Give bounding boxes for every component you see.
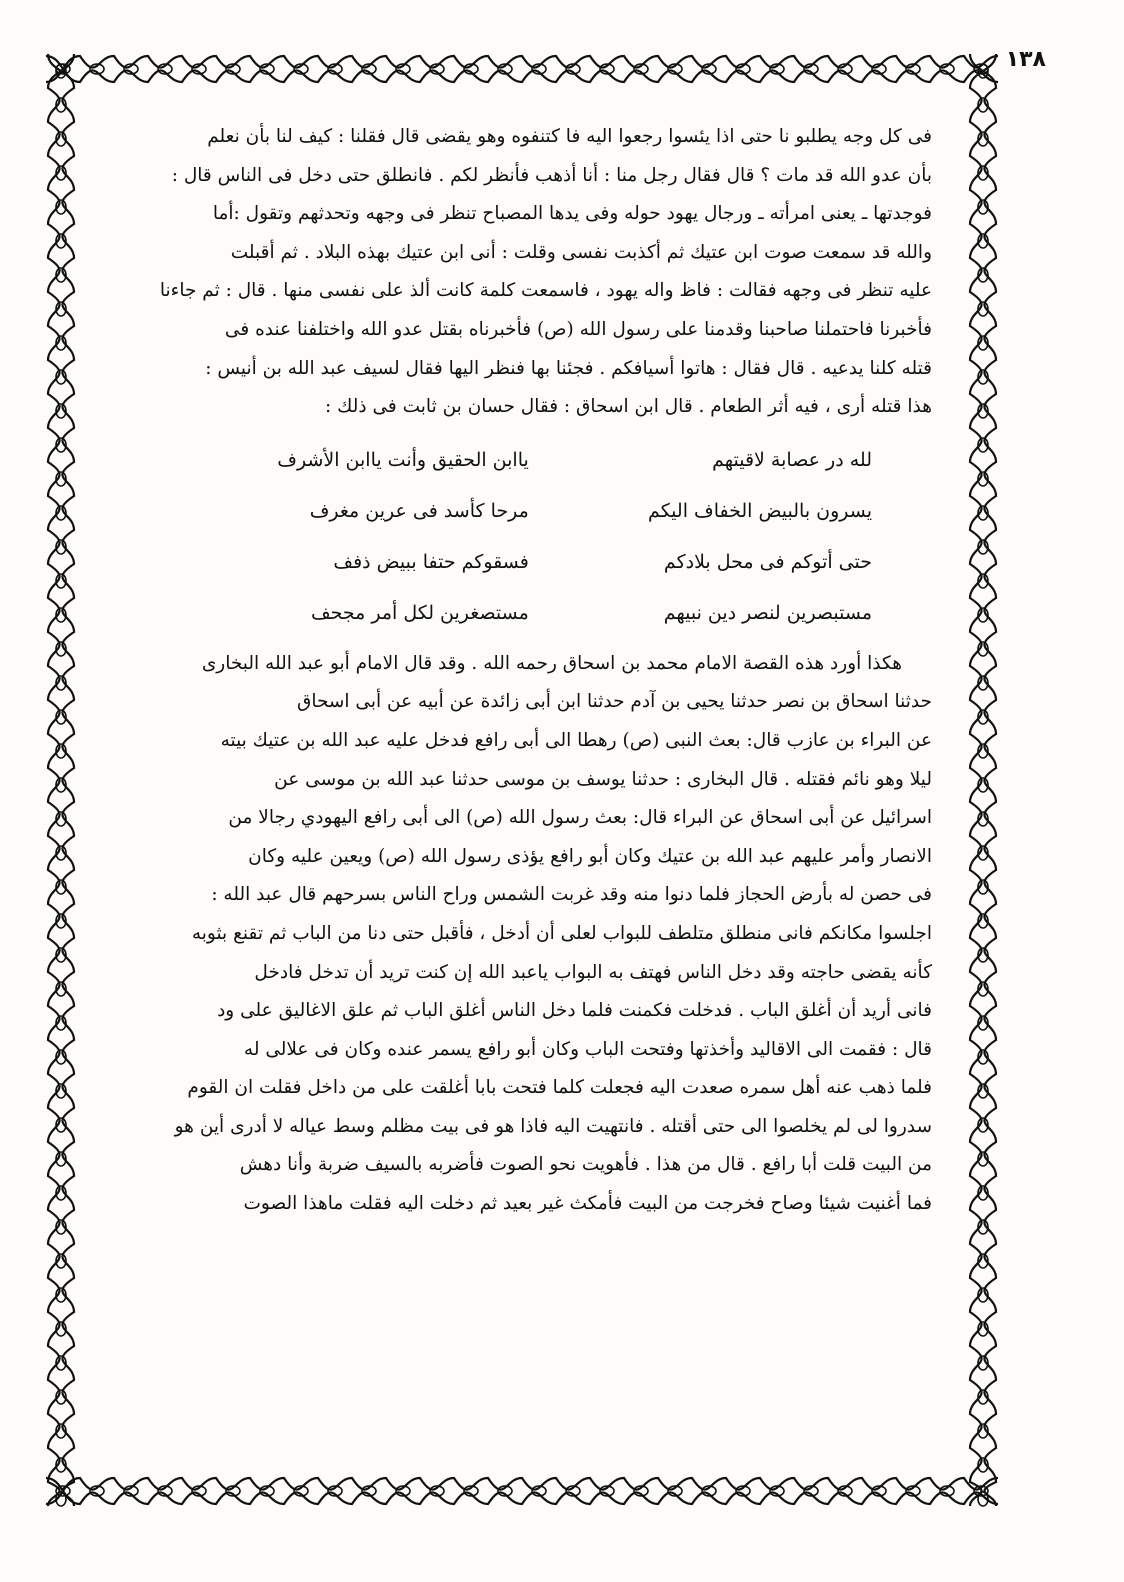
text-line: هكذا أورد هذه القصة الامام محمد بن اسحاق رحمه الله . وقد قال الامام أبو عبد الله البخارى: [201, 652, 902, 674]
text-line: الانصار وأمر عليهم عبد الله بن عتيك وكان أبو رافع يؤذى رسول الله (ص) ويعين عليه وكان: [248, 845, 932, 867]
verse-first-hemistich: مستبصرين لنصر دين نبيهم: [663, 601, 872, 624]
text-line: اسرائيل عن أبى اسحاق عن البراء قال: بعث رسول الله (ص) الى أبى رافع اليهودي رجالا من: [228, 807, 932, 829]
border-bottom-chain-strand-a: [46, 1478, 998, 1504]
border-top-chain-strand-b: [46, 56, 998, 82]
text-line: فى حصن له بأرض الحجاز فلما دنوا منه وقد غربت الشمس وراح الناس بسرحهم قال عبد الله :: [211, 884, 932, 906]
text-line: والله قد سمعت صوت ابن عتيك ثم أكذبت نفسى وقلت : أنى ابن عتيك بهذه البلاد . ثم أقبلت: [230, 241, 932, 263]
border-top-chain-strand-a: [46, 56, 998, 82]
paragraph-narrative: [112, 118, 932, 427]
poem-verse: [212, 537, 872, 588]
verse-first-hemistich: حتى أتوكم فى محل بلادكم: [663, 550, 872, 573]
text-line: فى كل وجه يطلبو نا حتى اذا يئسوا رجعوا اليه فا كتنفوه وهو يقضى قال فقلنا : كيف لنا بأن نعلم: [207, 126, 932, 147]
text-line: هذا قتله أرى ، فيه أثر الطعام . قال ابن اسحاق : فقال حسان بن ثابت فى ذلك :: [325, 396, 932, 418]
border-bottom-chain-loops: [56, 1486, 988, 1496]
verse-first-hemistich: يسرون بالبيض الخفاف اليكم: [648, 499, 872, 522]
text-line: فانى أريد أن أغلق الباب . فدخلت فكمنت فلما دخل الناس أغلق الباب ثم علق الاغاليق على ود: [217, 1000, 932, 1022]
verse-first-hemistich: لله در عصابة لاقيتهم: [712, 448, 872, 471]
poem-verse: [212, 486, 872, 537]
border-bottom-chain-strand-b: [46, 1478, 998, 1504]
page-number: ١٣٨: [998, 46, 1054, 74]
paragraph-hadith: [112, 645, 932, 1224]
page-text: [112, 118, 932, 1224]
verse-second-hemistich: مرحا كأسد فى عرين مغرف: [309, 499, 529, 522]
poem-verse: [212, 588, 872, 639]
text-line: قتله كلنا يدعيه . قال فقال : هاتوا أسيافكم . فجئنا بها فنظر اليها فقال لسيف عبد الله بن أنيس :: [205, 357, 932, 379]
text-line: بأن عدو الله قد مات ؟ قال فقال رجل منا : أنا أذهب فأنظر لكم . فانطلق حتى دخل فى الناس قال :: [171, 164, 932, 186]
text-line: من البيت قلت أبا رافع . قال من هذا . فأهويت نحو الصوت فأضربه بالسيف ضربة وأنا دهش: [239, 1154, 932, 1176]
verse-second-hemistich: ياابن الحقيق وأنت ياابن الأشرف: [277, 448, 529, 471]
text-line: سدروا لى لم يخلصوا الى حتى أقتله . فانتهيت اليه فاذا هو فى بيت مظلم وسط عياله لا أدرى أين هو: [174, 1115, 932, 1137]
text-line: فلما ذهب عنه أهل سمره صعدت اليه فجعلت كلما فتحت بابا أغلقت على من داخل فقلت ان القوم: [187, 1077, 932, 1099]
verse-second-hemistich: فسقوكم حتفا ببيض ذفف: [333, 550, 529, 573]
poem: [112, 435, 932, 639]
text-line: فما أغنيت شيئا وصاح فخرجت من البيت فأمكث غير بعيد ثم دخلت اليه فقلت ماهذا الصوت: [243, 1193, 932, 1215]
text-line: فأخبرنا فاحتملنا صاحبنا وقدمنا على رسول الله (ص) فأخبرناه بقتل عدو الله واختلفنا عنده فى: [224, 318, 932, 340]
text-line: كأنه يقضى حاجته وقد دخل الناس فهتف به البواب ياعبد الله إن كنت تريد أن تدخل فادخل: [254, 961, 932, 983]
text-line: قال : فقمت الى الاقاليد وأخذتها وفتحت الباب وكان أبو رافع يسمر عنده وكان فى علالى له: [243, 1038, 932, 1060]
text-line: عليه تنظر فى وجهه فقالت : فاظ واله يهود ، فاسمعت كلمة كانت ألذ على نفسى منها . قال : ثم جاءنا: [159, 280, 932, 302]
text-line: ليلا وهو نائم فقتله . قال البخارى : حدثنا يوسف بن موسى حدثنا عبد الله بن موسى عن: [274, 768, 932, 790]
text-line: فوجدتها ـ يعنى امرأته ـ ورجال يهود حوله وفى يدها المصباح تنظر فى وجهه وتحدثهم وتقول :أما: [212, 203, 932, 225]
verse-second-hemistich: مستصغرين لكل أمر مجحف: [310, 601, 529, 624]
text-line: اجلسوا مكانكم فانى منطلق متلطف للبواب لعلى أن أدخل ، فأقبل حتى دنا من الباب ثم تقنع بثوبه: [191, 922, 932, 944]
text-line: عن البراء بن عازب قال: بعث النبى (ص) رهطا الى أبى رافع فدخل عليه عبد الله بن عتيك بيته: [220, 729, 932, 751]
text-line: حدثنا اسحاق بن نصر حدثنا يحيى بن آدم حدثنا ابن أبى زائدة عن أبيه عن أبى اسحاق: [296, 691, 932, 713]
border-top-chain-loops: [56, 64, 988, 74]
poem-verse: [212, 435, 872, 486]
